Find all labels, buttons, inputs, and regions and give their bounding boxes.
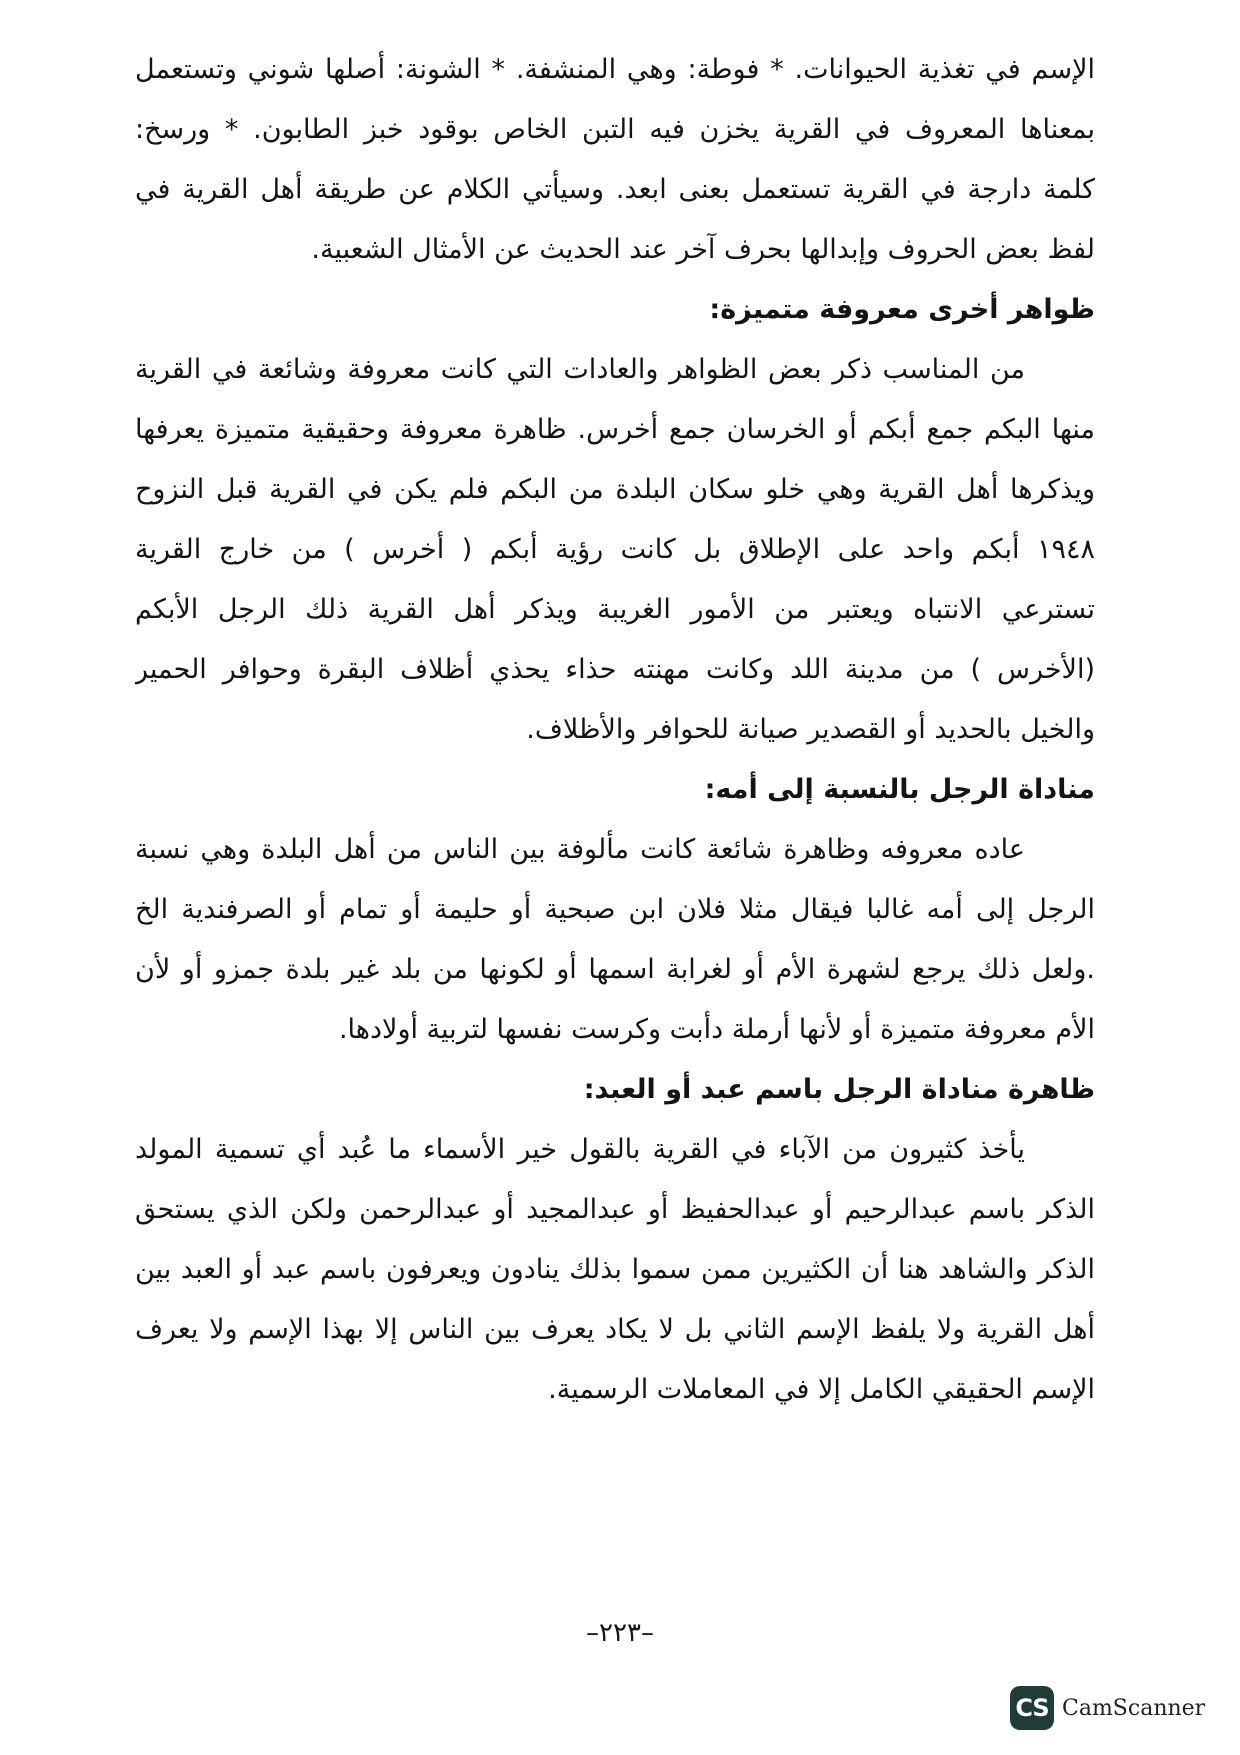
text-line: والخيل بالحديد أو القصدير صيانة للحوافر والأظلاف. [526,714,1095,745]
text-line: ١٩٤٨ أبكم واحد على الإطلاق بل كانت رؤية أبكم ( أخرس ) من خارج القرية [135,534,1095,565]
text-line: أهل القرية ولا يلفظ الإسم الثاني بل لا يكاد يعرف بين الناس إلا بهذا الإسم ولا يعرف [135,1314,1095,1345]
text-line: الرجل إلى أمه غالبا فيقال مثلا فلان ابن صبحية أو حليمة أو تمام أو الصرفندية الخ [135,894,1095,925]
text-line: (الأخرس ) من مدينة اللد وكانت مهنته حذاء يحذي أظلاف البقرة وحوافر الحمير [135,654,1095,685]
text-line: الأم معروفة متميزة أو لأنها أرملة دأبت وكرست نفسها لتربية أولادها. [338,1014,1095,1045]
text-line: منها البكم جمع أبكم أو الخرسان جمع أخرس. ظاهرة معروفة وحقيقية متميزة يعرفها [135,414,1095,445]
section-body [135,820,1095,1060]
text-line: الإسم الحقيقي الكامل إلا في المعاملات الرسمية. [548,1374,1095,1405]
document-page [135,40,1095,1420]
section-body [135,1120,1095,1420]
text-line: يأخذ كثيرون من الآباء في القرية بالقول خير الأسماء ما عُبد أي تسمية المولد [135,1134,1025,1165]
text-line: لفظ بعض الحروف وإبدالها بحرف آخر عند الحديث عن الأمثال الشعبية. [311,234,1095,265]
paragraph-intro [135,40,1095,280]
text-line: عاده معروفه وظاهرة شائعة كانت مألوفة بين الناس من أهل البلدة وهي نسبة [135,834,1025,865]
text-line: .ولعل ذلك يرجع لشهرة الأم أو لغرابة اسمها أو لكونها من بلد غير بلدة جمزو أو لأن [135,954,1095,985]
section-heading: ظواهر أخرى معروفة متميزة: [709,294,1095,325]
text-line: الذكر والشاهد هنا أن الكثيرين ممن سموا بذلك ينادون ويعرفون باسم عبد أو العبد بين [135,1254,1095,1285]
section-heading: مناداة الرجل بالنسبة إلى أمه: [704,774,1095,805]
text-line: تسترعي الانتباه ويعتبر من الأمور الغريبة ويذكر أهل القرية ذلك الرجل الأبكم [135,594,1095,625]
text-line: من المناسب ذكر بعض الظواهر والعادات التي كانت معروفة وشائعة في القرية [135,354,1025,385]
text-line: الذكر باسم عبدالرحيم أو عبدالحفيظ أو عبدالمجيد أو عبدالرحمن ولكن الذي يستحق [135,1194,1095,1225]
text-line: ويذكرها أهل القرية وهي خلو سكان البلدة من البكم فلم يكن في القرية قبل النزوح [135,474,1095,505]
section-heading: ظاهرة مناداة الرجل باسم عبد أو العبد: [583,1074,1095,1105]
section-body [135,340,1095,760]
page-number: –٢٢٣– [586,1618,654,1648]
text-line: بمعناها المعروف في القرية يخزن فيه التبن الخاص بوقود خبز الطابون. * ورسخ: [135,114,1095,145]
camscanner-brand-text: CamScanner [1062,1695,1206,1721]
camscanner-watermark [1010,1686,1205,1730]
text-line: الإسم في تغذية الحيوانات. * فوطة: وهي المنشفة. * الشونة: أصلها شوني وتستعمل [135,54,1095,85]
camscanner-logo-icon: CS [1010,1686,1054,1730]
text-line: كلمة دارجة في القرية تستعمل بعنى ابعد. وسيأتي الكلام عن طريقة أهل القرية في [135,174,1095,205]
